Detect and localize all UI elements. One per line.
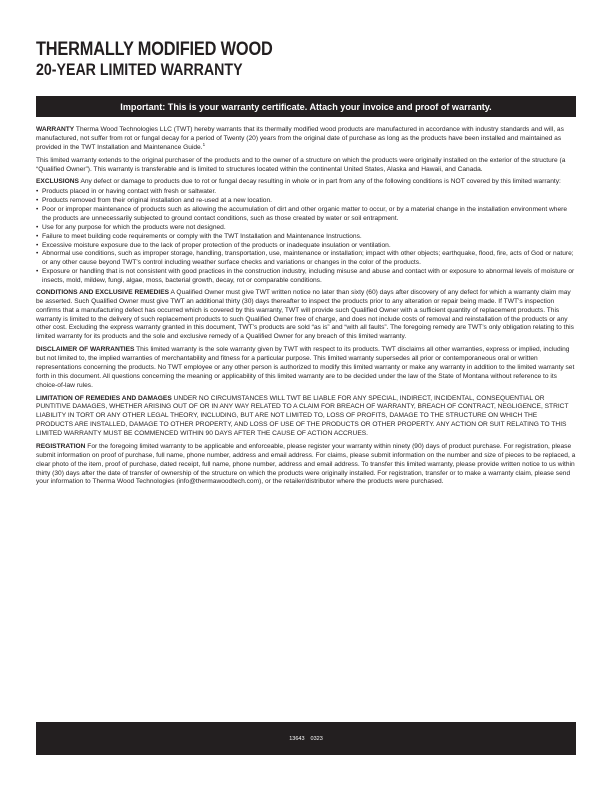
warranty-body [36, 126, 576, 491]
warranty-section [36, 126, 576, 153]
exclusions-heading: EXCLUSIONS [36, 178, 79, 186]
revision-code: 0323 [310, 735, 323, 742]
exclusions-intro: Any defect or damage to products due to rot or fungal decay resulting in whole or in part from any of the following conditions is NOT covered by this limited warranty: [80, 178, 561, 186]
conditions-heading: CONDITIONS AND EXCLUSIVE REMEDIES [36, 288, 170, 296]
disclaimer-section [36, 346, 576, 390]
list-item: • Poor or improper maintenance of products such as allowing the accumulation of dirt and other organic matter to occur, or by a material change in the installation environment where the products are unnecessarily subjected to ground contact conditions, such as those created by water or soil entrapment. [36, 206, 576, 224]
footer-bar [36, 722, 576, 755]
list-item: • Products placed in or having contact with fresh or saltwater. [36, 188, 576, 197]
limitation-text: UNDER NO CIRCUMSTANCES WILL TWT BE LIABLE FOR ANY SPECIAL, INDIRECT, INCIDENTAL, CONSEQUENTIAL OR PUNTITIVE DAMAGES, WHETHER ARISING OUT OF OR IN ANY WAY RELATED TO A CLAIM FOR BREACH OF WARRANTY, BREACH OF CONTRACT, NEGLIGENCE, STRICT LIABILITY IN TORT OR ANY OTHER LEGAL THEORY, INCLUDING, BUT ARE NOT LIMITED TO, LOSS OF PROFITS, DAMAGE TO THE STRUCTURE ON WHICH THE PRODUCTS ARE INSTALLED, DAMAGE TO OTHER PROPERTY, AND LOSS OF USE OF THE PRODUCTS OR OTHER PROPERTY. ANY ACTION OR SUIT RELATING TO THIS LIMITED WARRANTY MUST BE COMMENCED WITHIN 90 DAYS AFTER THE CAUSE OF ACTION ACCRUES. [36, 394, 569, 437]
list-item: • Exposure or handling that is not consistent with good practices in the construction industry, including misuse and abuse and contact with or exposure to abnormal levels of moisture or insects, mold, mildew, fungi, algae, moss, bacterial growth, decay, rot or comparable conditions. [36, 268, 576, 286]
exclusions-section [36, 178, 576, 187]
document-subtitle: 20-YEAR LIMITED WARRANTY [36, 61, 243, 79]
registration-section [36, 443, 576, 487]
disclaimer-heading: DISCLAIMER OF WARRANTIES [36, 346, 135, 354]
list-item: • Use for any purpose for which the products were not designed. [36, 224, 576, 233]
conditions-section [36, 289, 576, 342]
document-code: 13643 [289, 735, 305, 742]
list-item: • Abnormal use conditions, such as improper storage, handling, transportation, use, maintenance or installation; impact with other objects; earthquake, flood, fire, acts of God or nature; or any other cause beyond TWT’s control including weather surface checks and variations or changes in the color of the products. [36, 250, 576, 268]
document-title: THERMALLY MODIFIED WOOD [36, 39, 273, 60]
important-banner: Important: This is your warranty certificate. Attach your invoice and proof of warranty. [36, 96, 576, 117]
registration-text: For the foregoing limited warranty to be applicable and enforceable, please register your warranty within ninety (90) days of product purchase. For registration, please submit information on proof of purchase, full name, phone number, address and email address. For claims, please submit information on the number and size of pieces to be replaced, a clear photo of the item, proof of purchase, dated receipt, full name, phone number, address and email address. To transfer this limited warranty, please provide written notice to us within thirty (30) days after the date of transfer of ownership of the structure on which the products were originally installed. For registration, transfer or to make a warranty claim, please send your information to Therma Wood Technologies (info@thermawoodtech.com), or the retailer/distributor where the products were purchased. [36, 442, 576, 486]
limitation-heading: LIMITATION OF REMEDIES AND DAMAGES [36, 394, 172, 402]
conditions-text: A Qualified Owner must give TWT written notice no later than sixty (60) days after discovery of any defect for which a warranty claim may be asserted. Such Qualified Owner must give TWT an additional thirty (30) days thereafter to inspect the products prior to any alteration or repair being made. If TWT’s inspection confirms that a manufacturing defect has occurred which is covered by this warranty, TWT will provide such Qualified Owner with a sufficient quantity of replacement products. This warranty is limited to the delivery of such replacement products to such Qualified Owner free of charge, and does not include costs of removal and reinstallation of the products or any other cost. Excluding the express warranty granted in this document, TWT’s products are sold “as is” and “with all faults”. The foregoing remedy are TWT’s only obligation relating to this limited warranty for its products and the sole and exclusive remedy of a Qualified Owner for any breach of this limited warranty. [36, 288, 574, 341]
list-item: • Products removed from their original installation and re-used at a new location. [36, 197, 576, 206]
warranty-heading: WARRANTY [36, 126, 75, 133]
exclusions-list [36, 188, 576, 286]
warranty-extension-text: This limited warranty extends to the original purchaser of the products and to the owner of a structure on which the products were originally installed on the exterior of the structure (a “Qualified Owner”). This warranty is transferable and is limited to structures located within the continental United States, Alaska and Hawaii, and Canada. [36, 156, 566, 173]
warranty-text: Therma Wood Technologies LLC (TWT) hereby warrants that its thermally modified wood products are manufactured in accordance with industry standards and will, as manufactured, not suffer from rot or fungal decay for a period of Twenty (20) years from the original date of purchase as long as the products have been installed and maintained as provided in the TWT Installation and Maintenance Guide. [36, 126, 564, 151]
warranty-footnote: 1 [202, 141, 206, 147]
disclaimer-text: This limited warranty is the sole warranty given by TWT with respect to its products. TWT disclaims all other warranties, express or implied, including but not limited to, the implied warranties of merchantability and fitness for a particular purpose. This limited warranty supersedes all prior or contemporaneous oral or written representations concerning the products. No TWT employee or any other person is authorized to modify this limited warranty or make any warranty in addition to the limited warranty set forth in this document. All questions concerning the meaning or applicability of this limited warranty are to be decided under the law of the State of Montana without reference to its choice-of-law rules. [36, 346, 575, 389]
list-item: • Excessive moisture exposure due to the lack of proper protection of the products or inadequate insulation or ventilation. [36, 242, 576, 251]
registration-heading: REGISTRATION [36, 442, 86, 450]
list-item: • Failure to meet building code requirements or comply with the TWT Installation and Maintenance Instructions. [36, 233, 576, 242]
limitation-section [36, 395, 576, 439]
